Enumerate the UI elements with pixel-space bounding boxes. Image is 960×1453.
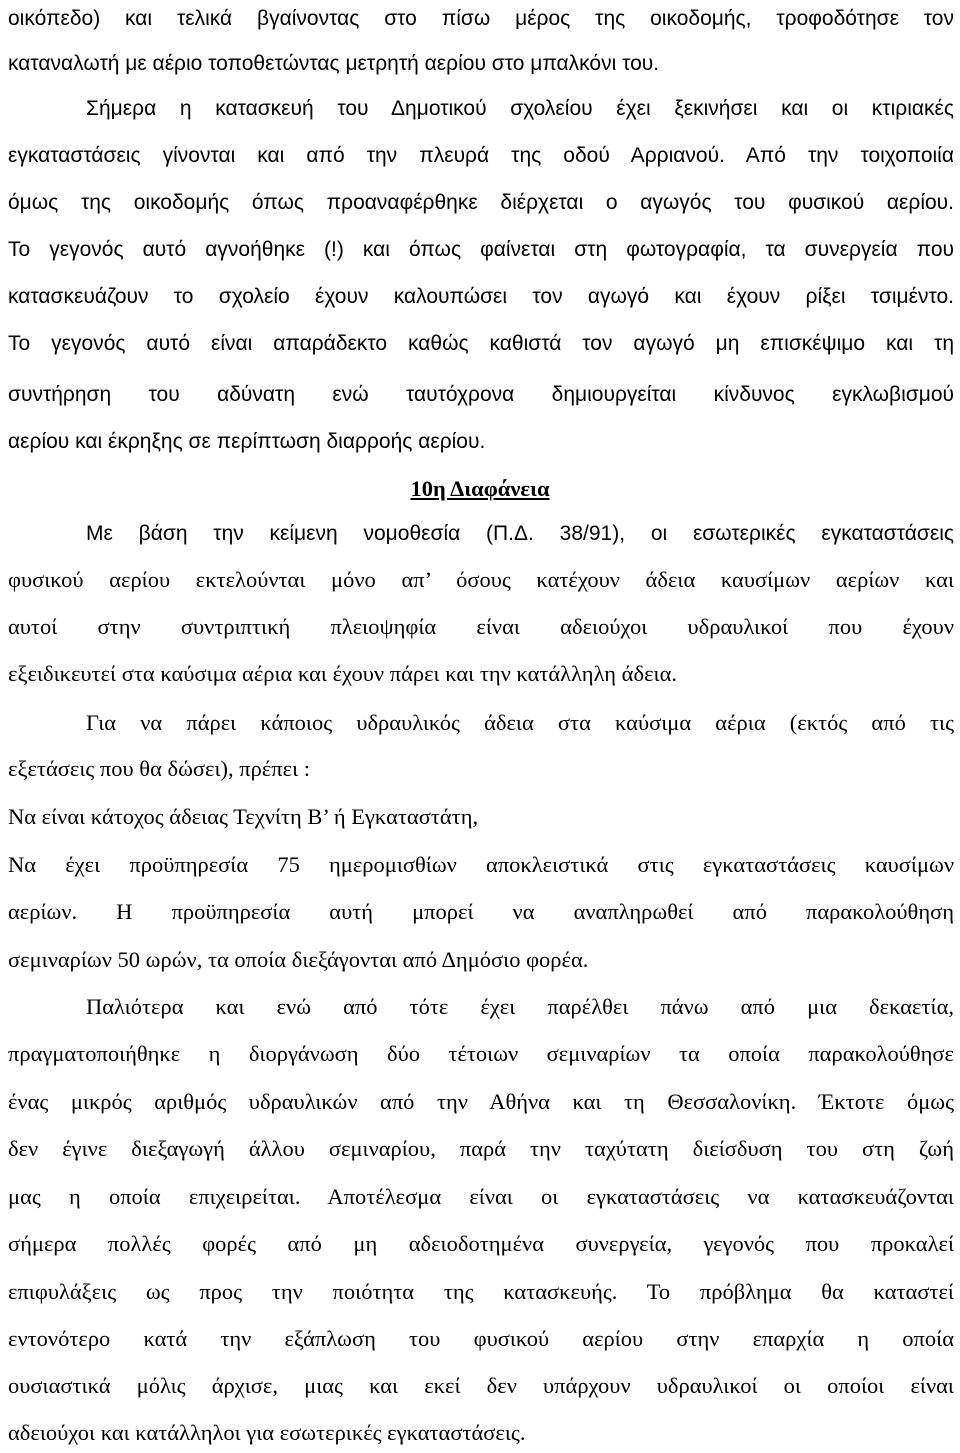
text-line: εξειδικευτεί στα καύσιμα αέρια και έχουν πάρει και την κατάλληλη άδεια. [8,661,677,686]
text-line: δεν έγινε διεξαγωγή άλλου σεμιναρίου, παρά την ταχύτατη διείσδυση του στη ζωή [8,1136,954,1161]
text-line: εγκαταστάσεις γίνονται και από την πλευρά της οδού Αρριανού. Από την τοιχοποιία [8,144,954,167]
text-line: Για να πάρει κάποιος υδραυλικός άδεια στα καύσιμα αέρια (εκτός από τις [86,710,954,735]
text-line: Το γεγονός αυτό αγνοήθηκε (!) και όπως φαίνεται στη φωτογραφία, τα συνεργεία που [8,238,954,261]
text-line: ουσιαστικά μόλις άρχισε, μιας και εκεί δεν υπάρχουν υδραυλικοί οι οποίοι είναι [8,1373,954,1398]
text-line: σήμερα πολλές φορές από μη αδειοδοτημένα συνεργεία, γεγονός που προκαλεί [8,1231,954,1256]
text-line: εντονότερο κατά την εξάπλωση του φυσικού αερίου στην επαρχία η οποία [8,1326,954,1351]
text-line: Το γεγονός αυτό είναι απαράδεκτο καθώς καθιστά τον αγωγό μη επισκέψιμο και τη [8,332,954,355]
text-line: μας η οποία επιχειρείται. Αποτέλεσμα είναι οι εγκαταστάσεις να κατασκευάζονται [8,1184,954,1209]
text-line: επιφυλάξεις ως προς την ποιότητα της κατασκευής. Το πρόβλημα θα καταστεί [8,1279,954,1304]
text-line: Σήμερα η κατασκευή του Δημοτικού σχολείου έχει ξεκινήσει και οι κτιριακές [86,97,954,120]
text-line: σεμιναρίων 50 ωρών, τα οποία διεξάγονται από Δημόσιο φορέα. [8,947,589,972]
text-line: φυσικού αερίου εκτελούνται μόνο απ’ όσους κατέχουν άδεια καυσίμων αερίων και [8,567,954,592]
text-line: αερίων. Η προϋπηρεσία αυτή μπορεί να αναπληρωθεί από παρακολούθηση [8,899,954,924]
text-line: ένας μικρός αριθμός υδραυλικών από την Αθήνα και τη Θεσσαλονίκη. Έκτοτε όμως [8,1089,954,1114]
text-line: Να είναι κάτοχος άδειας Τεχνίτη Β’ ή Εγκαταστάτη, [8,804,479,829]
text-line: όμως της οικοδομής όπως προαναφέρθηκε διέρχεται ο αγωγός του φυσικού αερίου. [8,191,954,214]
text-line: Να έχει προϋπηρεσία 75 ημερομισθίων αποκλειστικά στις εγκαταστάσεις καυσίμων [8,852,954,877]
text-line: καταναλωτή με αέριο τοποθετώντας μετρητή αερίου στο μπαλκόνι του. [8,52,660,75]
text-line: αυτοί στην συντριπτική πλειοψηφία είναι αδειούχοι υδραυλικοί που έχουν [8,614,954,639]
section-heading: 10η Διαφάνεια [410,476,550,501]
text-line: Με βάση την κείμενη νομοθεσία (Π.Δ. 38/91), οι εσωτερικές εγκαταστάσεις [86,522,954,545]
text-line: πραγματοποιήθηκε η διοργάνωση δύο τέτοιων σεμιναρίων τα οποία παρακολούθησε [8,1041,954,1066]
text-line: αδειούχοι και κατάλληλοι για εσωτερικές εγκαταστάσεις. [8,1420,526,1445]
text-line: Παλιότερα και ενώ από τότε έχει παρέλθει πάνω από μια δεκαετία, [86,994,954,1019]
text-line: εξετάσεις που θα δώσει), πρέπει : [8,756,311,781]
text-line: κατασκευάζουν το σχολείο έχουν καλουπώσει τον αγωγό και έχουν ρίξει τσιμέντο. [8,285,954,308]
text-line: οικόπεδο) και τελικά βγαίνοντας στο πίσω μέρος της οικοδομής, τροφοδότησε τον [8,7,954,30]
text-line: αερίου και έκρηξης σε περίπτωση διαρροής αερίου. [8,430,486,453]
text-line: συντήρηση του αδύνατη ενώ ταυτόχρονα δημιουργείται κίνδυνος εγκλωβισμού [8,383,954,406]
